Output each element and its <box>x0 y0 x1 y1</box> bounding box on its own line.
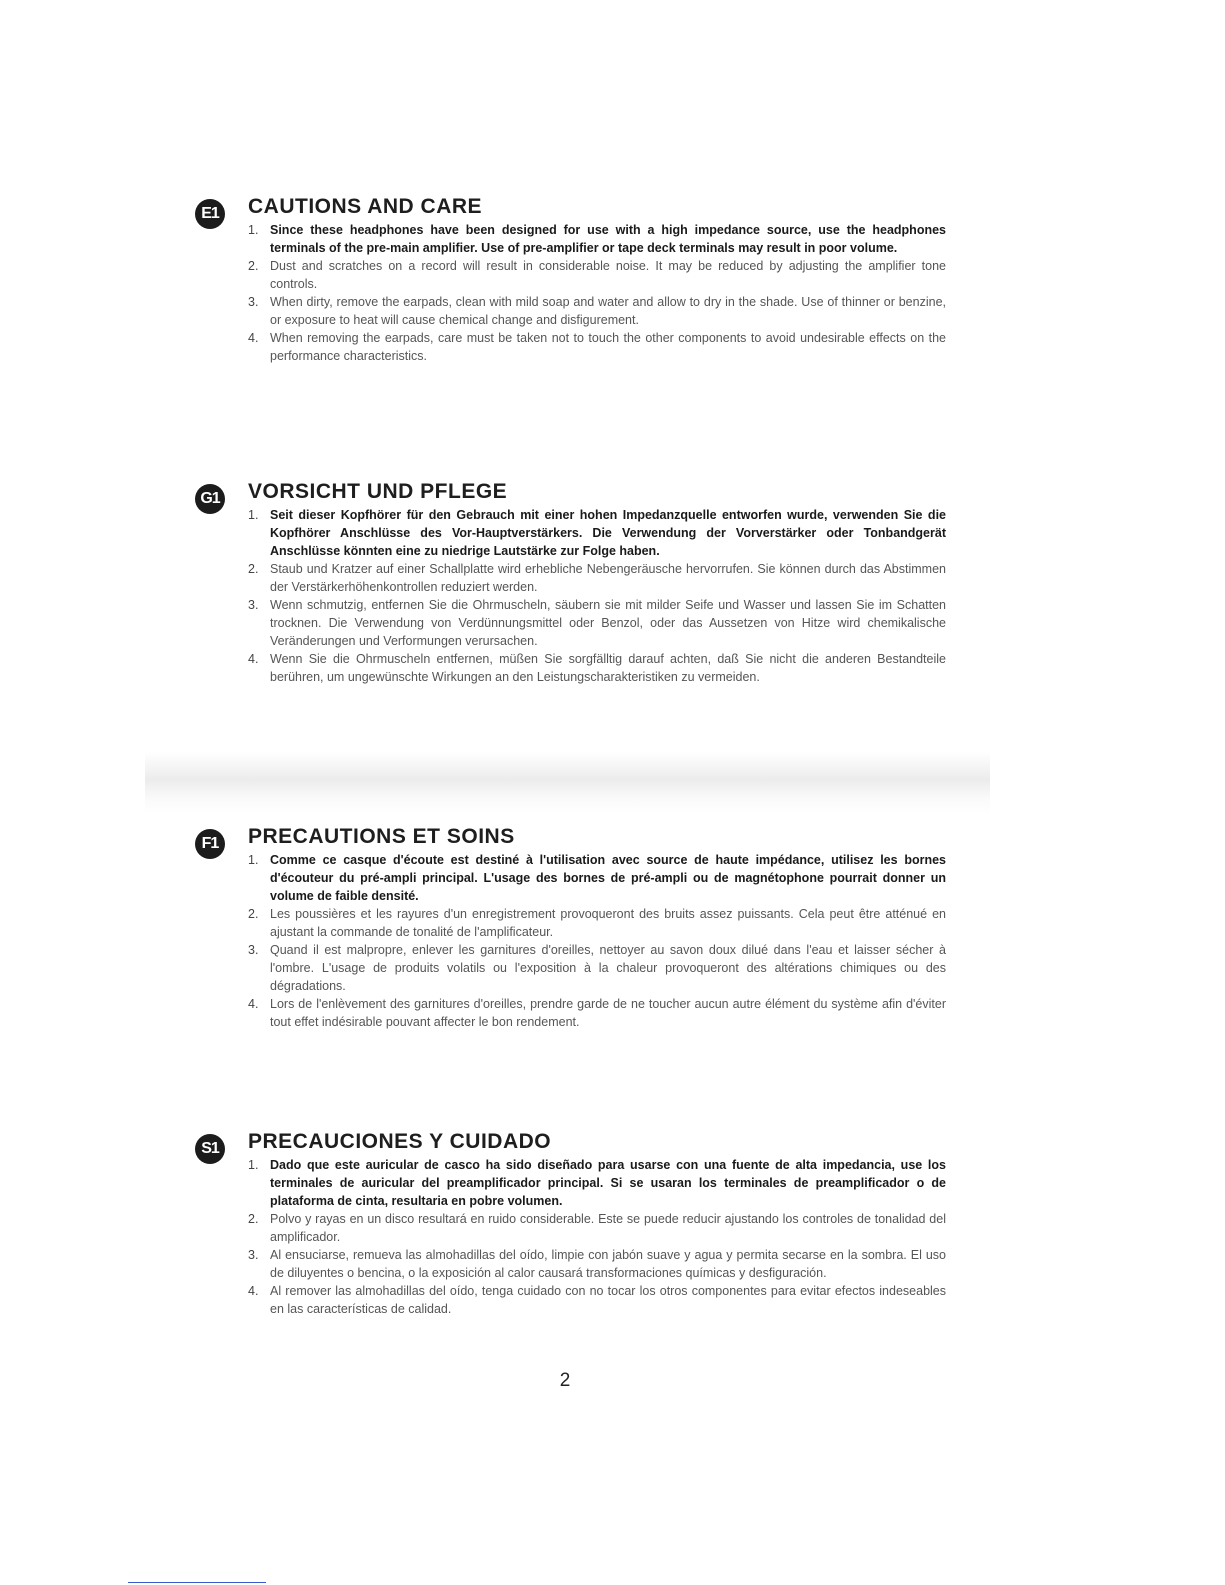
item-text: Wenn schmutzig, entfernen Sie die Ohrmuscheln, säubern sie mit milder Seife und Wasser und lassen Sie im Schatten trocknen. Die Verwendung von Verdünnungsmittel oder Benzol, oder das Aussetzen von Hitze wird chemikalische Veränderungen und Verformungen verursachen. <box>270 598 946 648</box>
item-text: Les poussières et les rayures d'un enregistrement provoqueront des bruits assez puissants. Cela peut être atténué en ajustant la commande de tonalité de l'amplificateur. <box>270 907 946 939</box>
list-item <box>248 941 946 995</box>
item-text: Staub und Kratzer auf einer Schallplatte wird erhebliche Nebengeräusche hervorrufen. Sie können durch das Abstimmen der Verstärkerhöhenkontrollen reduziert werden. <box>270 562 946 594</box>
item-text: Quand il est malpropre, enlever les garnitures d'oreilles, nettoyer au savon doux dilué dans l'eau et laisser sécher à l'ombre. L'usage de produits volatils ou l'exposition à la chaleur provoqueront des altérations chimiques ou des dégradations. <box>270 943 946 993</box>
scan-smudge <box>145 752 990 814</box>
item-text: When removing the earpads, care must be taken not to touch the other components to avoid undesirable effects on the performance characteristics. <box>270 331 946 363</box>
item-number: 3. <box>248 295 259 309</box>
item-number: 1. <box>248 508 259 522</box>
item-number: 4. <box>248 1284 259 1298</box>
footer-rule <box>128 1582 266 1583</box>
list-item <box>248 905 946 941</box>
item-number: 4. <box>248 997 259 1011</box>
caution-list <box>248 221 946 365</box>
language-badge-icon: E1 <box>195 199 225 229</box>
item-text: Comme ce casque d'écoute est destiné à l'utilisation avec source de haute impédance, utilisez les bornes d'écouteur du pré-ampli principal. L'usage des bornes de pré-ampli ou de magnétophone pourrait donner un volume de faible densité. <box>270 853 946 903</box>
item-number: 2. <box>248 259 259 273</box>
item-number: 1. <box>248 853 259 867</box>
caution-list <box>248 851 946 1031</box>
item-number: 1. <box>248 223 259 237</box>
language-badge-icon: S1 <box>195 1134 225 1164</box>
page-number: 2 <box>559 1370 571 1391</box>
list-item <box>248 1282 946 1318</box>
item-text: Polvo y rayas en un disco resultará en ruido considerable. Este se puede reducir ajustando los controles de tonalidad del amplificador. <box>270 1212 946 1244</box>
item-number: 2. <box>248 562 259 576</box>
list-item <box>248 329 946 365</box>
language-badge-icon: G1 <box>195 484 225 514</box>
item-text: Lors de l'enlèvement des garnitures d'oreilles, prendre garde de ne toucher aucun autre élément du système afin d'éviter tout effet indésirable pouvant affecter le bon rendement. <box>270 997 946 1029</box>
section-heading: CAUTIONS AND CARE <box>248 195 483 218</box>
caution-list <box>248 1156 946 1318</box>
list-item <box>248 221 946 257</box>
caution-list <box>248 506 946 686</box>
item-text: Wenn Sie die Ohrmuscheln entfernen, müßen Sie sorgfälltig darauf achten, daß Sie nicht die anderen Bestandteile berühren, um ungewünschte Wirkungen an den Leistungscharakteristiken zu vermeiden. <box>270 652 946 684</box>
section-heading: PRECAUTIONS ET SOINS <box>248 825 515 848</box>
list-item <box>248 1246 946 1282</box>
list-item <box>248 650 946 686</box>
list-item <box>248 257 946 293</box>
item-number: 1. <box>248 1158 259 1172</box>
language-badge-icon: F1 <box>195 829 225 859</box>
list-item <box>248 995 946 1031</box>
section-heading: PRECAUCIONES Y CUIDADO <box>248 1130 552 1153</box>
item-text: Al remover las almohadillas del oído, tenga cuidado con no tocar los otros componentes para evitar efectos indeseables en las características de calidad. <box>270 1284 946 1316</box>
item-number: 2. <box>248 1212 259 1226</box>
item-text: Al ensuciarse, remueva las almohadillas del oído, limpie con jabón suave y agua y permita secarse en la sombra. El uso de diluyentes o bencina, o la exposición al calor causará transformaciones químicas y desfiguración. <box>270 1248 946 1280</box>
section-heading: VORSICHT UND PFLEGE <box>248 480 508 503</box>
item-text: Dado que este auricular de casco ha sido diseñado para usarse con una fuente de alta impedancia, use los terminales de auricular del preamplificador principal. Si se usaran los terminales de preamplificador o de plataforma de cinta, resultaria en pobre volumen. <box>270 1158 946 1208</box>
list-item <box>248 1210 946 1246</box>
item-text: Dust and scratches on a record will result in considerable noise. It may be reduced by adjusting the amplifier tone controls. <box>270 259 946 291</box>
list-item <box>248 851 946 905</box>
list-item <box>248 560 946 596</box>
list-item <box>248 293 946 329</box>
item-text: Seit dieser Kopfhörer für den Gebrauch mit einer hohen Impedanzquelle entworfen wurde, verwenden Sie die Kopfhörer Anschlüsse des Vor-Hauptverstärkers. Die Verwendung der Vorverstärker oder Tonbandgerät Anschlüsse könnten eine zu niedrige Lautstärke zur Folge haben. <box>270 508 946 558</box>
item-text: Since these headphones have been designed for use with a high impedance source, use the headphones terminals of the pre-main amplifier. Use of pre-amplifier or tape deck terminals may result in poor volume. <box>270 223 946 255</box>
item-number: 2. <box>248 907 259 921</box>
item-number: 4. <box>248 331 259 345</box>
item-number: 3. <box>248 598 259 612</box>
item-text: When dirty, remove the earpads, clean with mild soap and water and allow to dry in the shade. Use of thinner or benzine, or exposure to heat will cause chemical change and disfigurement. <box>270 295 946 327</box>
item-number: 4. <box>248 652 259 666</box>
item-number: 3. <box>248 943 259 957</box>
list-item <box>248 1156 946 1210</box>
list-item <box>248 506 946 560</box>
list-item <box>248 596 946 650</box>
item-number: 3. <box>248 1248 259 1262</box>
